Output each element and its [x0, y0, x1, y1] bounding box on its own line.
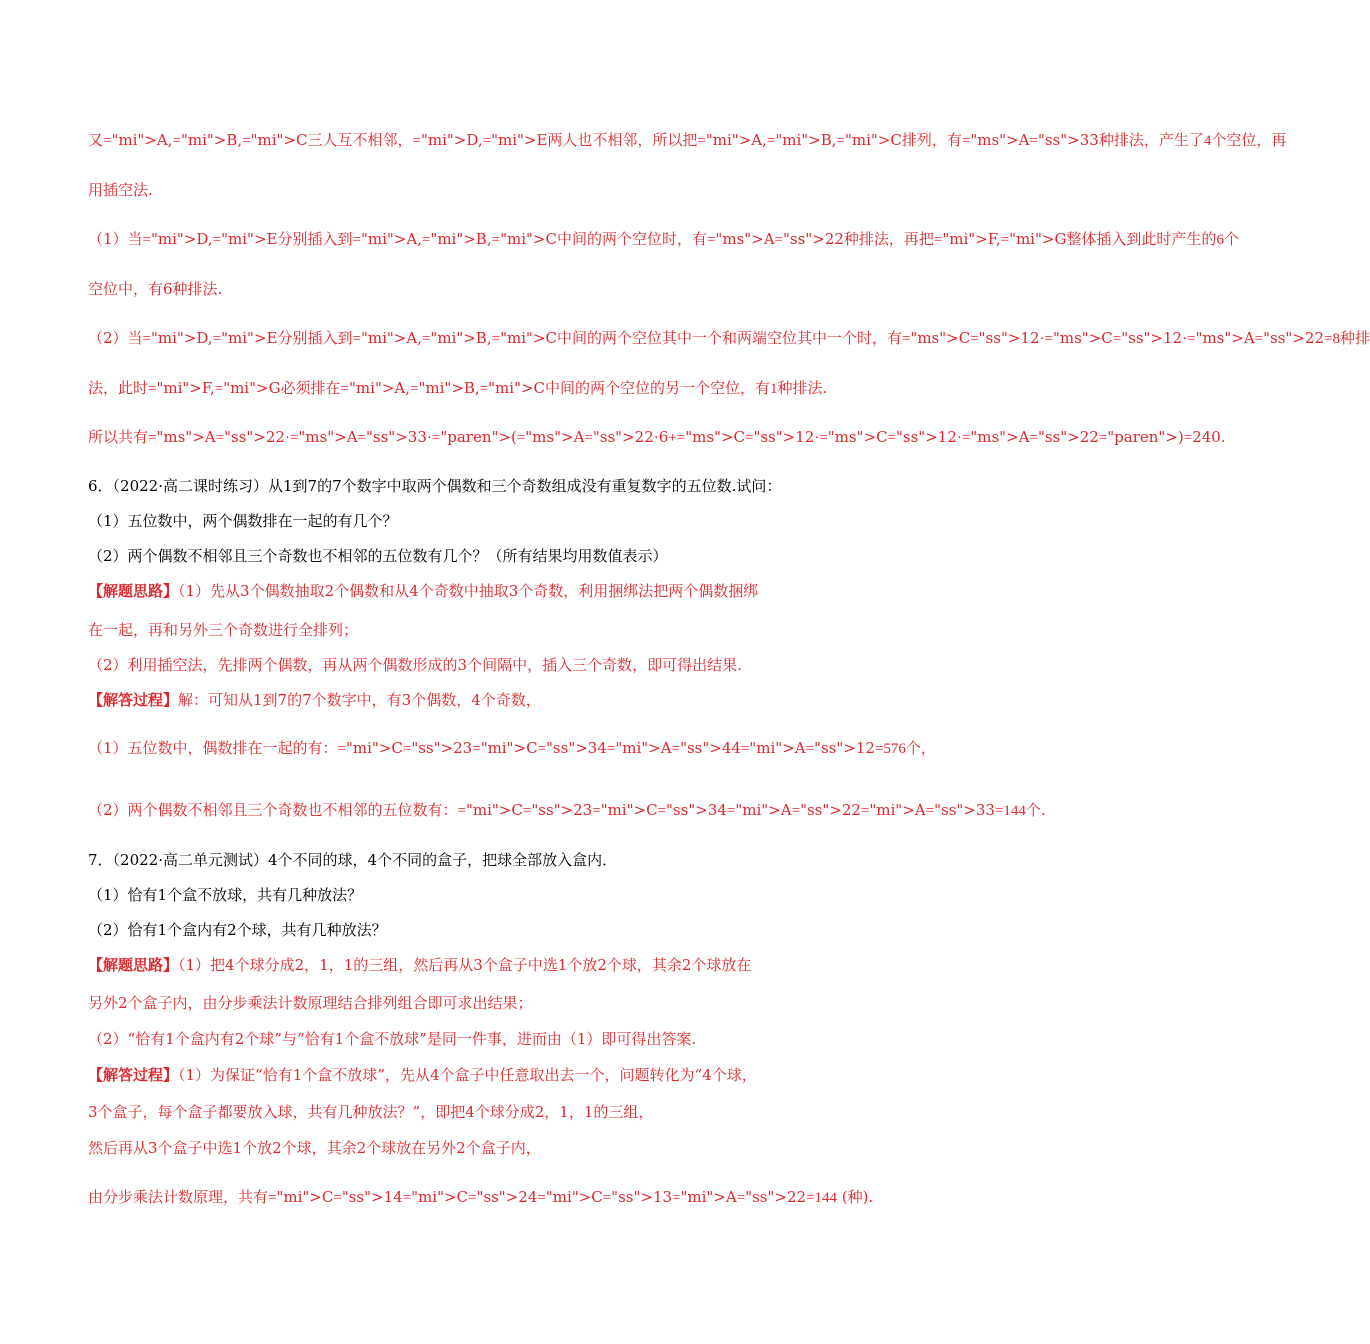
q7-solution-idea-line-2: 另外2个盒子内，由分步乘法计数原理结合排列组合即可求出结果；: [88, 994, 533, 1012]
question-7-part-1: （1）恰有1个盒不放球，共有几种放法？: [88, 886, 363, 904]
q7-solution-line-3: 然后再从3个盒子中选1个放2个球，其余2个球放在另外2个盒子内，: [88, 1139, 541, 1157]
q7-solution-line-1: [88, 1064, 757, 1086]
question-7-part-2: （2）恰有1个盒内有2个球，共有几种放法？: [88, 921, 387, 939]
q7-solution-line-4: 由分步乘法计数原理，共有="mi">C="ss">14="mi">C="ss">24="mi">C="ss">13="mi">A="ss">22=144 (种).: [88, 1188, 874, 1206]
q6-solution-line-3: （2）两个偶数不相邻且三个奇数也不相邻的五位数有：="mi">C="ss">23="mi">C="ss">34="mi">A="ss">22="mi">A="ss">33=144个.: [88, 801, 1046, 819]
answer-line-5: （2）当="mi">D,="mi">E分别插入到="mi">A,="mi">B,="mi">C中间的两个空位其中一个和两端空位其中一个时，有="ms">C="ss">12·="ms">C="ss">12·="ms">A="ss">22=8种排: [88, 329, 1370, 347]
solution-process-label: 【解答过程】: [88, 1066, 179, 1084]
question-6-part-1: （1）五位数中，两个偶数排在一起的有几个？: [88, 512, 398, 530]
q6-solution-line-2: （1）五位数中，偶数排在一起的有：="mi">C="ss">23="mi">C="ss">34="mi">A="ss">44="mi">A="ss">12=576个，: [88, 739, 936, 757]
answer-line-2: 用插空法.: [88, 181, 153, 199]
answer-line-1: 又="mi">A,="mi">B,="mi">C三人互不相邻，="mi">D,="mi">E两人也不相邻，所以把="mi">A,="mi">B,="mi">C排列，有="ms">A="ss">33种排法，产生了4个空位，再: [88, 131, 1287, 149]
solution-process-label: 【解答过程】: [88, 691, 179, 709]
answer-line-4: 空位中，有6种排法.: [88, 280, 223, 298]
q7-solution-idea-text-1: （1）把4个球分成2，1，1的三组，然后再从3个盒子中选1个放2个球，其余2个球放在: [178, 956, 752, 974]
solution-idea-label: 【解题思路】: [88, 582, 179, 600]
solution-idea-label: 【解题思路】: [88, 956, 179, 974]
q7-solution-text-1: （1）为保证“恰有1个盒不放球”，先从4个盒子中任意取出去一个，问题转化为“4个球，: [178, 1066, 757, 1084]
answer-line-3: （1）当="mi">D,="mi">E分别插入到="mi">A,="mi">B,="mi">C中间的两个空位时，有="ms">A="ss">22种排法，再把="mi">F,="mi">G整体插入到此时产生的6个: [88, 230, 1239, 248]
answer-line-6: 法，此时="mi">F,="mi">G必须排在="mi">A,="mi">B,="mi">C中间的两个空位的另一个空位，有1种排法.: [88, 379, 828, 397]
q6-solution-text-1: 解：可知从1到7的7个数字中，有3个偶数，4个奇数，: [178, 691, 541, 709]
q6-solution-idea-line-2: 在一起，再和另外三个奇数进行全排列；: [88, 621, 359, 639]
question-7-stem: 7．（2022·高二单元测试）4个不同的球，4个不同的盒子，把球全部放入盒内．: [88, 851, 618, 869]
q6-solution-idea-text-1: （1）先从3个偶数抽取2个偶数和从4个奇数中抽取3个奇数，利用捆绑法把两个偶数捆绑: [178, 582, 759, 600]
q7-solution-idea-line-3: （2）“恰有1个盒内有2个球”与“恰有1个盒不放球”是同一件事，进而由（1）即可得出答案.: [88, 1030, 697, 1048]
q6-solution-idea-line-3: （2）利用插空法，先排两个偶数，再从两个偶数形成的3个间隔中，插入三个奇数，即可得出结果.: [88, 656, 742, 674]
question-6-part-2: （2）两个偶数不相邻且三个奇数也不相邻的五位数有几个？（所有结果均用数值表示）: [88, 547, 668, 565]
question-6-stem: 6．（2022·高二课时练习）从1到7的7个数字中取两个偶数和三个奇数组成没有重复数字的五位数.试问：: [88, 477, 782, 495]
q6-solution-idea-line-1: [88, 580, 758, 602]
answer-total: 所以共有="ms">A="ss">22·="ms">A="ss">33·="paren">(="ms">A="ss">22·6+="ms">C="ss">12·="ms">C="ss">12·="ms">A="ss">22="paren">)=240.: [88, 428, 1226, 446]
q6-solution-line-1: [88, 689, 541, 711]
q7-solution-line-2: 3个盒子，每个盒子都要放入球，共有几种放法？”，即把4个球分成2，1，1的三组，: [88, 1103, 654, 1121]
q7-solution-idea-line-1: [88, 954, 751, 976]
